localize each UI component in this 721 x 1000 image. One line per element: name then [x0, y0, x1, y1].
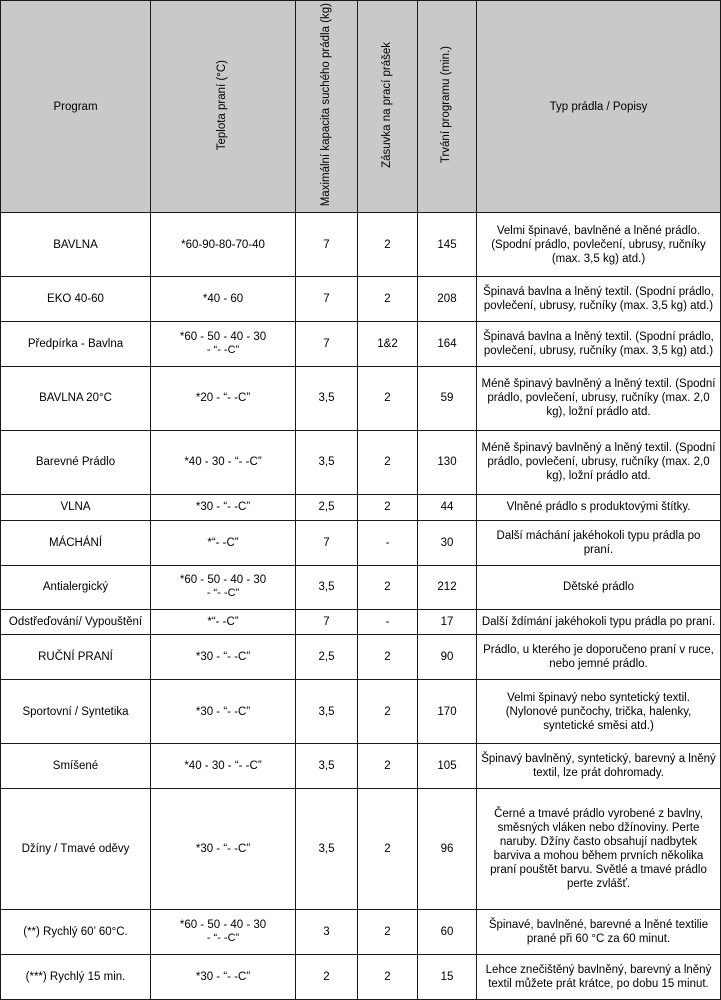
cell-program: Odstřeďování/ Vypouštění — [1, 609, 151, 635]
cell-temperature — [151, 430, 296, 494]
cell-temperature — [151, 494, 296, 520]
cell-temperature-main: *30 - “- -C” — [195, 651, 251, 664]
cell-temperature — [151, 744, 296, 789]
table-row — [1, 910, 721, 955]
cell-temperature-main: *20 - “- -C” — [195, 392, 251, 405]
cell-duration: 44 — [418, 494, 477, 520]
header-duration-label: Trvání programu (min.) — [440, 46, 453, 164]
cell-program: Džíny / Tmavé oděvy — [1, 789, 151, 910]
cell-program: EKO 40-60 — [1, 277, 151, 322]
cell-drawer: 2 — [358, 789, 418, 910]
cell-capacity: 2,5 — [296, 635, 358, 680]
cell-description: Méně špinavý bavlněný a lněný textil. (Spodní prádlo, povlečení, ubrusy, ručníky (max. 2,0 kg), ložní prádlo atd. — [477, 430, 721, 494]
cell-program: MÁCHÁNÍ — [1, 520, 151, 565]
header-drawer-label: Zásuvka na prací prášek — [380, 41, 393, 168]
header-drawer — [358, 1, 418, 213]
cell-temperature — [151, 609, 296, 635]
cell-program: (**) Rychlý 60’ 60°C. — [1, 910, 151, 955]
cell-description: Velmi špinavé, bavlněné a lněné prádlo. (Spodní prádlo, povlečení, ubrusy, ručníky (max. 3,5 kg) atd.) — [477, 213, 721, 277]
cell-drawer: 2 — [358, 213, 418, 277]
cell-drawer: - — [358, 520, 418, 565]
cell-temperature — [151, 955, 296, 1000]
table-row — [1, 322, 721, 367]
cell-temperature — [151, 213, 296, 277]
header-temperature — [151, 1, 296, 213]
cell-drawer: 2 — [358, 680, 418, 744]
cell-capacity: 3,5 — [296, 789, 358, 910]
cell-capacity: 7 — [296, 609, 358, 635]
cell-duration: 90 — [418, 635, 477, 680]
table-row — [1, 213, 721, 277]
cell-description: Špinavá bavlna a lněný textil. (Spodní prádlo, povlečení, ubrusy, ručníky (max. 3,5 kg) atd.) — [477, 277, 721, 322]
header-temperature-label: Teplota praní (°C) — [216, 59, 229, 150]
cell-duration: 30 — [418, 520, 477, 565]
cell-temperature-main: *30 - “- -C” — [195, 843, 251, 856]
header-program-label: Program — [53, 100, 98, 113]
cell-duration: 170 — [418, 680, 477, 744]
cell-program: BAVLNA 20°C — [1, 366, 151, 430]
cell-program: Sportovní / Syntetika — [1, 680, 151, 744]
cell-temperature-main: *40 - 60 — [202, 293, 244, 306]
table-row — [1, 494, 721, 520]
cell-temperature-main: *30 - “- -C” — [195, 970, 251, 983]
cell-capacity: 3,5 — [296, 565, 358, 609]
header-duration — [418, 1, 477, 213]
cell-duration: 15 — [418, 955, 477, 1000]
cell-capacity: 3,5 — [296, 680, 358, 744]
cell-duration: 59 — [418, 366, 477, 430]
cell-temperature-main: *“- -C” — [207, 536, 239, 549]
cell-capacity: 3,5 — [296, 366, 358, 430]
cell-duration: 17 — [418, 609, 477, 635]
cell-duration: 105 — [418, 744, 477, 789]
cell-temperature-second: - “- -C” — [206, 587, 240, 600]
header-row — [1, 1, 721, 213]
cell-program: (***) Rychlý 15 min. — [1, 955, 151, 1000]
cell-duration: 145 — [418, 213, 477, 277]
cell-capacity: 7 — [296, 277, 358, 322]
cell-capacity: 3,5 — [296, 430, 358, 494]
cell-drawer: 2 — [358, 366, 418, 430]
cell-duration: 164 — [418, 322, 477, 367]
cell-program: BAVLNA — [1, 213, 151, 277]
table-row — [1, 609, 721, 635]
cell-capacity: 2,5 — [296, 494, 358, 520]
cell-temperature-main: *60 - 50 - 40 - 30 — [179, 919, 267, 932]
cell-temperature — [151, 520, 296, 565]
cell-drawer: 2 — [358, 635, 418, 680]
cell-program: RUČNÍ PRANÍ — [1, 635, 151, 680]
cell-duration: 130 — [418, 430, 477, 494]
cell-duration: 60 — [418, 910, 477, 955]
cell-description: Vlněné prádlo s produktovými štítky. — [477, 494, 721, 520]
cell-temperature-main: *60 - 50 - 40 - 30 — [179, 331, 267, 344]
table-row — [1, 635, 721, 680]
header-capacity-label: Maximální kapacita suchého prádla (kg) — [319, 3, 332, 207]
cell-duration: 212 — [418, 565, 477, 609]
table-row — [1, 565, 721, 609]
header-description — [477, 1, 721, 213]
cell-duration: 96 — [418, 789, 477, 910]
table-row — [1, 520, 721, 565]
cell-program: Předpírka - Bavlna — [1, 322, 151, 367]
cell-temperature-main: *60 - 50 - 40 - 30 — [179, 574, 267, 587]
table-body — [1, 213, 721, 1000]
cell-drawer: 2 — [358, 955, 418, 1000]
cell-duration: 208 — [418, 277, 477, 322]
cell-temperature — [151, 635, 296, 680]
cell-drawer: 2 — [358, 277, 418, 322]
cell-drawer: 1&2 — [358, 322, 418, 367]
cell-description: Špinavé, bavlněné, barevné a lněné textilie prané při 60 °C za 60 minut. — [477, 910, 721, 955]
cell-temperature-second: - “- -C” — [206, 932, 240, 945]
cell-capacity: 3 — [296, 910, 358, 955]
cell-temperature — [151, 322, 296, 367]
cell-temperature — [151, 789, 296, 910]
cell-description: Lehce znečištěný bavlněný, barevný a lněný textil můžete prát krátce, po dobu 15 minut. — [477, 955, 721, 1000]
cell-capacity: 7 — [296, 322, 358, 367]
cell-description: Velmi špinavý nebo syntetický textil. (Nylonové punčochy, trička, halenky, syntetické směsi atd.) — [477, 680, 721, 744]
cell-description: Další ždímání jakéhokoli typu prádla po praní. — [477, 609, 721, 635]
cell-temperature — [151, 277, 296, 322]
cell-description: Další máchání jakéhokoli typu prádla po praní. — [477, 520, 721, 565]
cell-description: Špinavá bavlna a lněný textil. (Spodní prádlo, povlečení, ubrusy, ručníky (max. 3,5 kg) atd.) — [477, 322, 721, 367]
table-row — [1, 277, 721, 322]
table-row — [1, 744, 721, 789]
cell-temperature-main: *40 - 30 - “- -C” — [184, 456, 262, 469]
cell-temperature-main: *60-90-80-70-40 — [181, 238, 265, 251]
cell-drawer: 2 — [358, 910, 418, 955]
cell-temperature-second: - “- -C” — [206, 344, 240, 357]
cell-description: Prádlo, u kterého je doporučeno praní v ruce, nebo jemné prádlo. — [477, 635, 721, 680]
header-capacity — [296, 1, 358, 213]
cell-drawer: 2 — [358, 430, 418, 494]
table-row — [1, 366, 721, 430]
cell-drawer: 2 — [358, 494, 418, 520]
cell-description: Špinavý bavlněný, syntetický, barevný a lněný textil, lze prát dohromady. — [477, 744, 721, 789]
cell-drawer: - — [358, 609, 418, 635]
cell-description: Černé a tmavé prádlo vyrobené z bavlny, směsných vláken nebo džínoviny. Perte naruby. Džíny často obsahují nadbytek barviva a mohou během prvních několika praní pouštět barvu. Světlé a tmavé prádlo perte zvlášť. — [477, 789, 721, 910]
table-row — [1, 430, 721, 494]
cell-program: Smíšené — [1, 744, 151, 789]
cell-description: Méně špinavý bavlněný a lněný textil. (Spodní prádlo, povlečení, ubrusy, ručníky (max. 2,0 kg), ložní prádlo atd. — [477, 366, 721, 430]
cell-drawer: 2 — [358, 744, 418, 789]
cell-temperature-main: *40 - 30 - “- -C” — [184, 760, 262, 773]
cell-temperature — [151, 366, 296, 430]
cell-capacity: 7 — [296, 520, 358, 565]
cell-temperature-main: *30 - “- -C” — [195, 705, 251, 718]
cell-temperature — [151, 680, 296, 744]
table-row — [1, 789, 721, 910]
table-row — [1, 955, 721, 1000]
header-program — [1, 1, 151, 213]
cell-program: VLNA — [1, 494, 151, 520]
cell-program: Antialergický — [1, 565, 151, 609]
cell-temperature-main: *“- -C” — [207, 615, 239, 628]
cell-temperature-main: *30 - “- -C” — [195, 501, 251, 514]
cell-capacity: 7 — [296, 213, 358, 277]
cell-program: Barevné Prádlo — [1, 430, 151, 494]
table-header — [1, 1, 721, 213]
cell-capacity: 2 — [296, 955, 358, 1000]
table-row — [1, 680, 721, 744]
header-description-label: Typ prádla / Popisy — [549, 100, 648, 113]
cell-temperature — [151, 565, 296, 609]
cell-temperature — [151, 910, 296, 955]
cell-drawer: 2 — [358, 565, 418, 609]
cell-description: Dětské prádlo — [477, 565, 721, 609]
cell-capacity: 3,5 — [296, 744, 358, 789]
